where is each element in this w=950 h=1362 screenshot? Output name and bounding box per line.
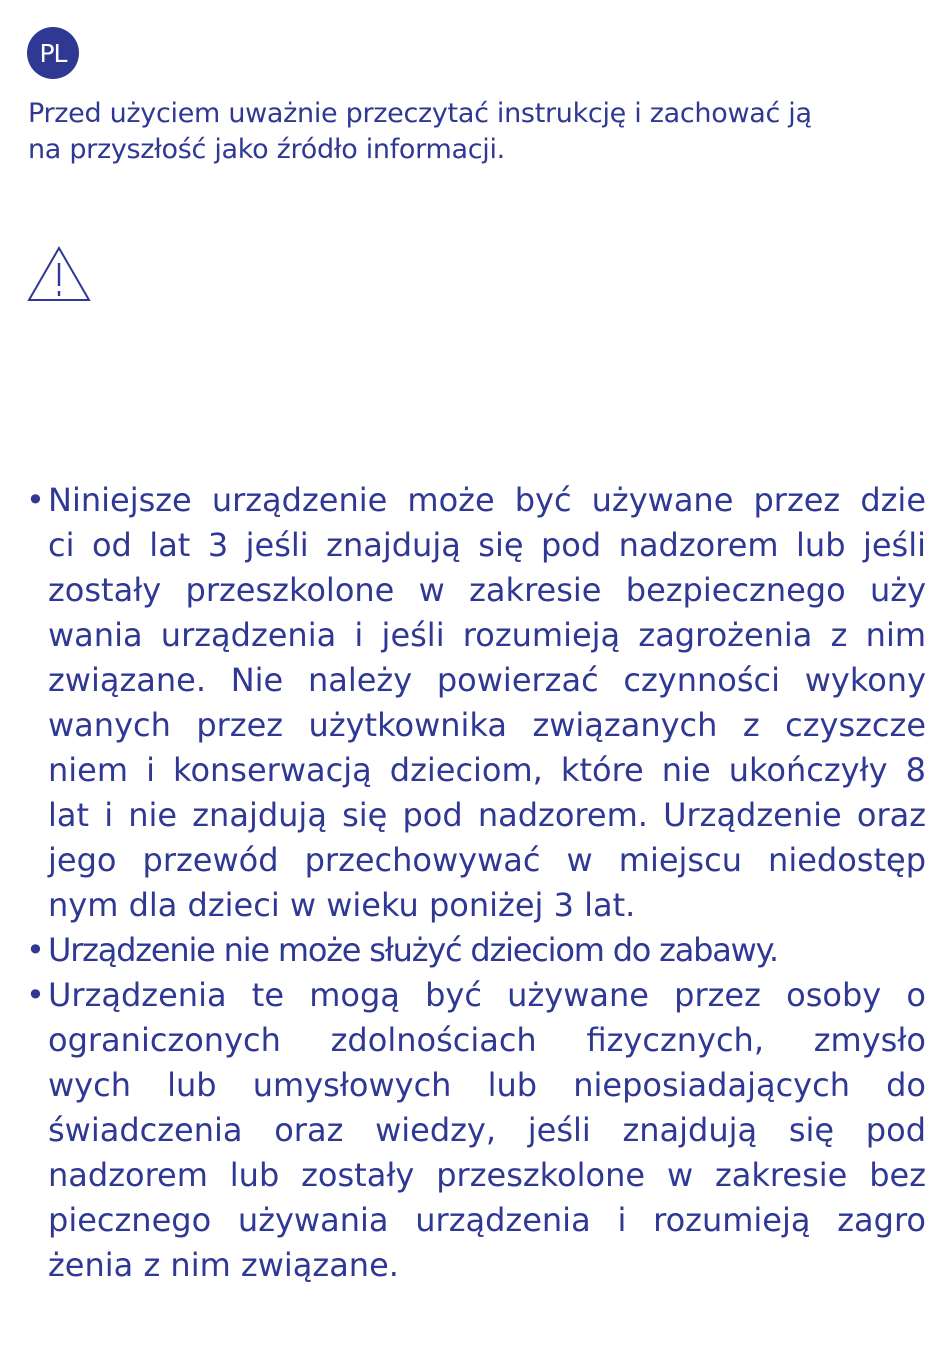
bullet-line: piecznego używania urządzenia i rozumieją zagro bbox=[48, 1201, 926, 1239]
bullet-line: żenia z nim związane. bbox=[48, 1246, 399, 1284]
warning-triangle-icon bbox=[27, 246, 91, 302]
bullet-line: zostały przeszkolone w zakresie bezpiecznego uży bbox=[48, 571, 926, 609]
bullet-line: nym dla dzieci w wieku poniżej 3 lat. bbox=[48, 886, 636, 924]
bullet-line: związane. Nie należy powierzać czynności wykony bbox=[48, 661, 926, 699]
safety-bullet-list bbox=[26, 478, 926, 1288]
bullet-line: lat i nie znajdują się pod nadzorem. Urządzenie oraz bbox=[48, 796, 926, 834]
bullet-line: wania urządzenia i jeśli rozumieją zagrożenia z nim bbox=[48, 616, 926, 654]
bullet-line: niem i konserwacją dzieciom, które nie ukończyły 8 bbox=[48, 751, 926, 789]
bullet-item-children-use bbox=[26, 478, 926, 928]
bullet-line: ograniczonych zdolnościach fizycznych, zmysło bbox=[48, 1021, 926, 1059]
bullet-line: wych lub umysłowych lub nieposiadających do bbox=[48, 1066, 926, 1104]
intro-paragraph bbox=[28, 96, 933, 168]
bullet-marker: • bbox=[26, 931, 45, 969]
language-badge bbox=[27, 27, 79, 79]
bullet-line: Niniejsze urządzenie może być używane przez dzie bbox=[48, 481, 926, 519]
bullet-line: wanych przez użytkownika związanych z czyszcze bbox=[48, 706, 926, 744]
language-badge-label: PL bbox=[39, 38, 67, 68]
bullet-item-reduced-capabilities bbox=[26, 973, 926, 1288]
bullet-line: nadzorem lub zostały przeszkolone w zakresie bez bbox=[48, 1156, 926, 1194]
bullet-line: jego przewód przechowywać w miejscu niedostęp bbox=[48, 841, 926, 879]
bullet-marker: • bbox=[26, 976, 45, 1014]
bullet-line: świadczenia oraz wiedzy, jeśli znajdują się pod bbox=[48, 1111, 926, 1149]
bullet-line: Urządzenie nie może służyć dzieciom do zabawy. bbox=[48, 931, 778, 969]
bullet-line: Urządzenia te mogą być używane przez osoby o bbox=[48, 976, 926, 1014]
bullet-item-no-play bbox=[26, 928, 926, 973]
bullet-marker: • bbox=[26, 481, 45, 519]
bullet-line: ci od lat 3 jeśli znajdują się pod nadzorem lub jeśli bbox=[48, 526, 926, 564]
intro-line: na przyszłość jako źródło informacji. bbox=[28, 134, 505, 165]
intro-line: Przed użyciem uważnie przeczytać instrukcję i zachować ją bbox=[28, 98, 812, 129]
